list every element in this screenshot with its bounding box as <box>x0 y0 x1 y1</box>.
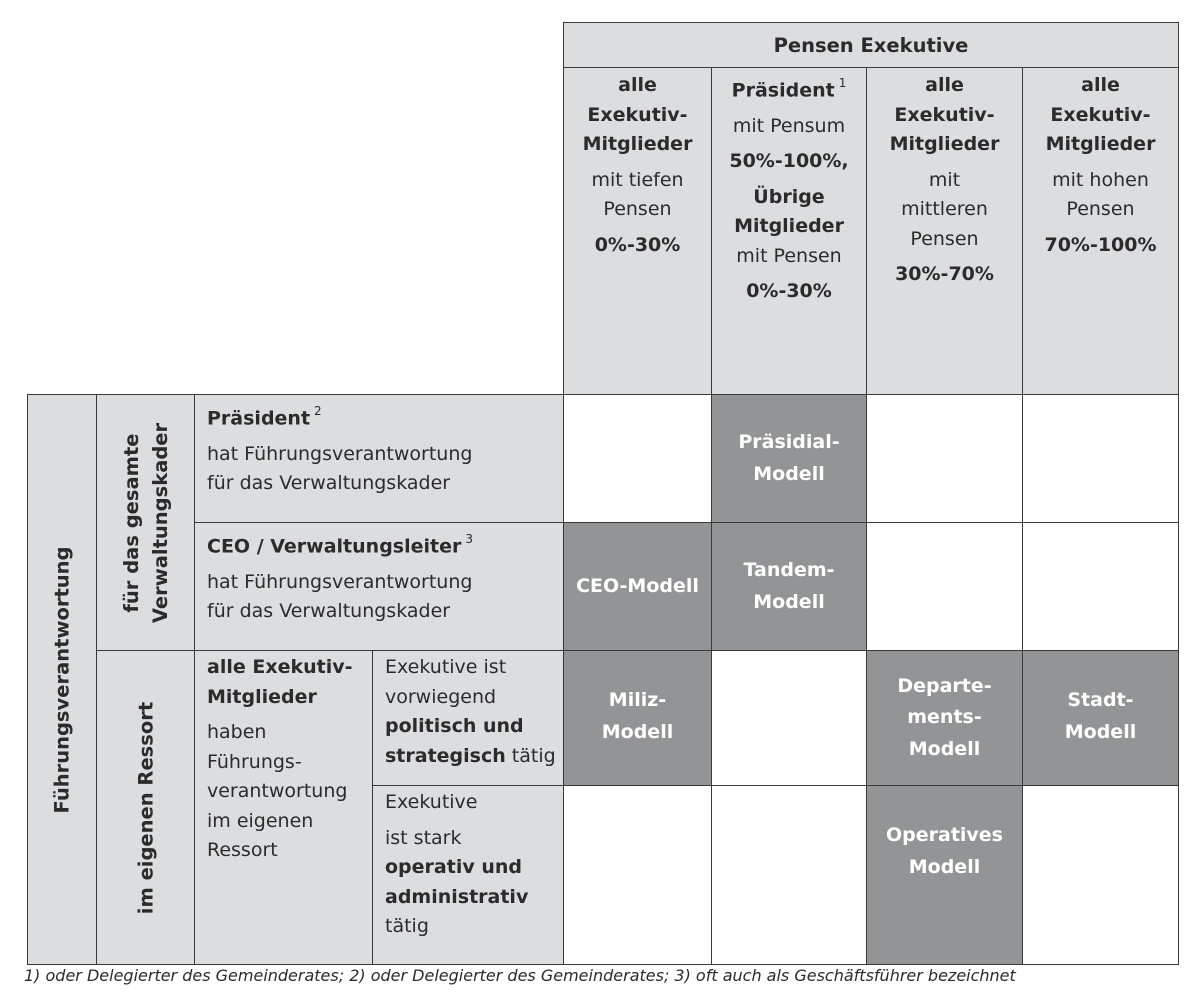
model-ceo <box>563 522 712 651</box>
col3-range: 30%-70% <box>895 263 994 285</box>
ps-line1: Exekutive ist <box>385 656 507 678</box>
column-header-high-pensum <box>1022 67 1179 395</box>
model-praesidial <box>711 394 867 523</box>
model-operatives-l1: Operatives <box>885 824 1003 846</box>
matrix-cell-r1-c1 <box>563 394 712 523</box>
col2-desc2: mit Pensen <box>736 244 842 267</box>
footnote-marker-2: 2 <box>314 404 322 418</box>
model-departements-l1: Departe- <box>897 674 992 697</box>
actor-desc5: Ressort <box>207 839 278 861</box>
actor-desc3: verantwortung <box>207 780 348 802</box>
col3-desc2: mittleren <box>901 198 988 220</box>
col4-range: 70%-100% <box>1044 233 1157 256</box>
column-header-praesident <box>711 67 867 395</box>
matrix-cell-r3-c2 <box>711 650 867 786</box>
ps-line2: vorwiegend <box>385 685 497 708</box>
matrix-cell-r2-c3 <box>866 522 1023 651</box>
oa-line5: tätig <box>385 915 429 937</box>
row-group-gesamtes-verwaltungskader <box>96 394 195 651</box>
model-stadt <box>1022 650 1179 786</box>
row-header-operativ-administrativ <box>372 785 564 965</box>
col1-line2: Exekutiv- <box>587 103 688 126</box>
col1-line3: Mitglieder <box>582 133 693 155</box>
header-title: Pensen Exekutive <box>773 33 969 57</box>
model-departements-l3: Modell <box>908 737 981 760</box>
model-operatives-l2: Modell <box>908 855 981 878</box>
footnote-marker-1: 1 <box>838 76 847 90</box>
row2-title <box>207 527 563 562</box>
footnote: 1) oder Delegierter des Gemeinderates; 2) oder Delegierter des Gemeinderates; 3) oft auch als Geschäftsführer bezeichnet <box>24 966 1016 985</box>
col2-range2: 0%-30% <box>746 280 832 303</box>
row2-desc1: hat Führungsverantwortung <box>207 570 473 593</box>
oa-line4: administrativ <box>385 885 529 908</box>
group2-label: im eigenen Ressort <box>134 701 157 914</box>
col3-line1: alle <box>925 74 964 96</box>
group1-label-line2: Verwaltungskader <box>148 422 172 623</box>
col4-line3: Mitglieder <box>1045 133 1156 155</box>
col2-range1: 50%-100%, <box>729 150 849 173</box>
row1-title-text: Präsident <box>207 407 311 430</box>
col4-desc2: Pensen <box>1066 198 1135 220</box>
row1-desc1: hat Führungsverantwortung <box>207 442 473 465</box>
model-tandem-l1: Tandem- <box>743 559 835 581</box>
col4-line2: Exekutiv- <box>1050 103 1151 126</box>
model-miliz-l1: Miliz- <box>608 689 667 711</box>
col3-desc3: Pensen <box>910 227 979 250</box>
model-miliz <box>563 650 712 786</box>
ps-line4-bold: strategisch <box>385 744 506 767</box>
model-departements-l2: ments- <box>907 706 982 729</box>
model-departements <box>866 650 1023 786</box>
row-group-eigenes-ressort <box>96 650 195 965</box>
col3-line3: Mitglieder <box>889 133 1000 155</box>
col2-others1: Übrige <box>753 185 825 208</box>
row1-desc2: für das Verwaltungskader <box>207 472 451 495</box>
col2-title-text: Präsident <box>731 79 835 102</box>
model-praesidial-l2: Modell <box>753 462 825 485</box>
matrix-cell-r4-c1 <box>563 785 712 965</box>
actor-desc1: haben <box>207 721 267 743</box>
model-stadt-l2: Modell <box>1064 720 1137 743</box>
col2-title <box>732 71 847 106</box>
header-pensen-exekutive <box>563 22 1179 68</box>
ps-line4-rest: tätig <box>505 744 556 767</box>
row-header-fuehrungsverantwortung <box>27 394 97 965</box>
row-header-alle-mitglieder <box>194 650 373 965</box>
col3-line2: Exekutiv- <box>894 103 995 126</box>
oa-line1: Exekutive <box>385 791 478 813</box>
matrix-cell-r1-c4 <box>1022 394 1179 523</box>
col1-range: 0%-30% <box>594 233 681 256</box>
actor-title2: Mitglieder <box>207 685 317 708</box>
col4-line1: alle <box>1081 74 1120 96</box>
row1-title <box>207 399 563 434</box>
column-header-low-pensum <box>563 67 712 395</box>
footnote-marker-3: 3 <box>465 532 473 546</box>
col1-desc1: mit tiefen <box>591 168 684 191</box>
model-praesidial-l1: Präsidial- <box>738 431 840 453</box>
outer-label: Führungsverantwortung <box>50 545 74 814</box>
row2-title-text: CEO / Verwaltungsleiter <box>207 535 462 558</box>
col4-desc1: mit hohen <box>1052 168 1149 191</box>
group1-label <box>117 422 175 622</box>
oa-line3: operativ und <box>385 856 522 878</box>
matrix-cell-r4-c4 <box>1022 785 1179 965</box>
col1-desc2: Pensen <box>603 198 672 220</box>
matrix-cell-r1-c3 <box>866 394 1023 523</box>
model-miliz-l2: Modell <box>601 720 674 743</box>
model-stadt-l1: Stadt- <box>1067 689 1134 711</box>
col2-desc1: mit Pensum <box>732 114 846 137</box>
ps-line3: politisch und <box>385 715 524 737</box>
matrix-cell-r4-c2 <box>711 785 867 965</box>
model-tandem-l2: Modell <box>753 590 825 613</box>
row2-desc2: für das Verwaltungskader <box>207 600 451 623</box>
row-header-politisch-strategisch <box>372 650 564 786</box>
column-header-mid-pensum <box>866 67 1023 395</box>
model-ceo-l1: CEO-Modell <box>576 574 699 597</box>
ps-line4 <box>385 742 563 772</box>
actor-desc4: im eigenen <box>207 809 314 832</box>
model-operatives <box>866 785 1023 965</box>
row-header-praesident <box>194 394 564 523</box>
model-tandem <box>711 522 867 651</box>
group1-label-line1: für das gesamte <box>119 432 143 613</box>
matrix-cell-r2-c4 <box>1022 522 1179 651</box>
col3-desc1: mit <box>928 168 961 191</box>
col2-others2: Mitglieder <box>734 215 844 238</box>
oa-line2: ist stark <box>385 826 462 849</box>
row-header-ceo <box>194 522 564 651</box>
actor-title1: alle Exekutiv- <box>207 656 353 678</box>
actor-desc2: Führungs- <box>207 750 302 773</box>
col1-line1: alle <box>618 74 657 96</box>
